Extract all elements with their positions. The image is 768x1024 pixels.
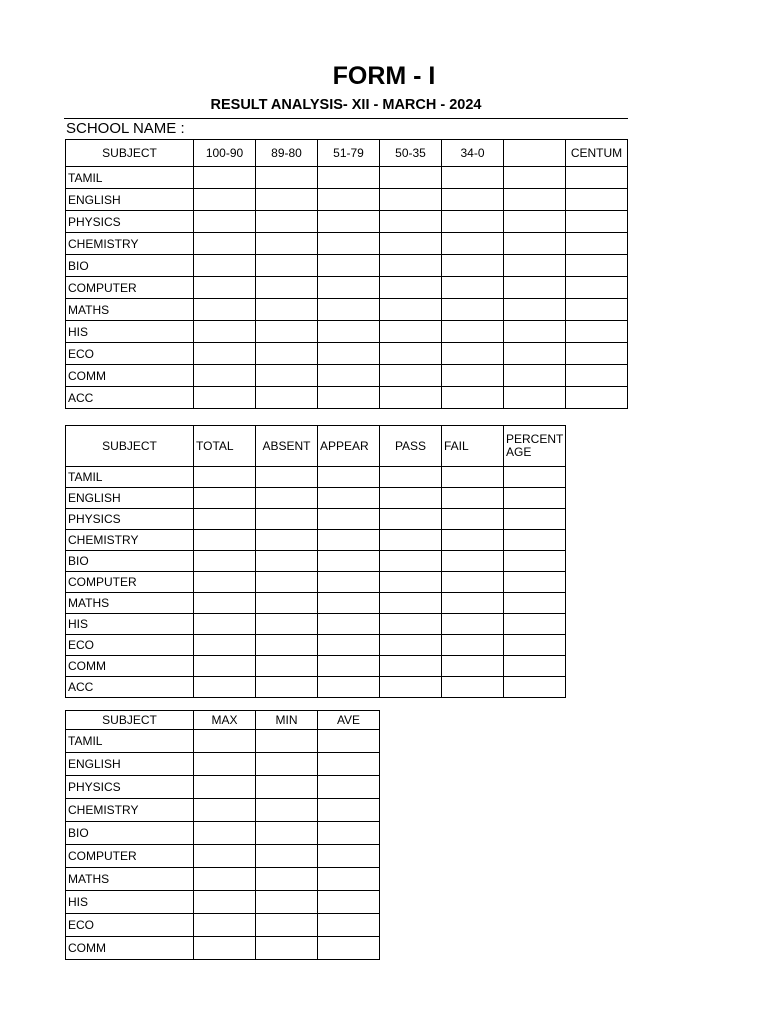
subject-cell: PHYSICS bbox=[66, 509, 194, 530]
empty-cell bbox=[380, 365, 442, 387]
column-header: 34-0 bbox=[442, 140, 504, 167]
empty-cell bbox=[442, 189, 504, 211]
empty-cell bbox=[504, 467, 566, 488]
empty-cell bbox=[256, 551, 318, 572]
subject-cell: BIO bbox=[66, 822, 194, 845]
table-row bbox=[66, 656, 566, 677]
empty-cell bbox=[442, 321, 504, 343]
empty-cell bbox=[194, 799, 256, 822]
column-header: PERCENT AGE bbox=[504, 426, 566, 467]
empty-cell bbox=[504, 167, 566, 189]
table-row bbox=[66, 868, 380, 891]
empty-cell bbox=[256, 868, 318, 891]
table-row bbox=[66, 530, 566, 551]
column-header: SUBJECT bbox=[66, 140, 194, 167]
subject-cell: ENGLISH bbox=[66, 189, 194, 211]
empty-cell bbox=[256, 635, 318, 656]
subject-cell: BIO bbox=[66, 255, 194, 277]
empty-cell bbox=[566, 299, 628, 321]
empty-cell bbox=[256, 753, 318, 776]
empty-cell bbox=[194, 233, 256, 255]
empty-cell bbox=[380, 467, 442, 488]
subject-cell: CHEMISTRY bbox=[66, 530, 194, 551]
empty-cell bbox=[566, 167, 628, 189]
empty-cell bbox=[194, 467, 256, 488]
empty-cell bbox=[256, 233, 318, 255]
table-row bbox=[66, 635, 566, 656]
table-row bbox=[66, 822, 380, 845]
column-header: MIN bbox=[256, 711, 318, 730]
empty-cell bbox=[380, 321, 442, 343]
empty-cell bbox=[566, 387, 628, 409]
subject-cell: COMM bbox=[66, 937, 194, 960]
empty-cell bbox=[194, 299, 256, 321]
empty-cell bbox=[256, 365, 318, 387]
empty-cell bbox=[318, 572, 380, 593]
empty-cell bbox=[504, 211, 566, 233]
table-row bbox=[66, 387, 628, 409]
empty-cell bbox=[380, 551, 442, 572]
empty-cell bbox=[318, 730, 380, 753]
table-row bbox=[66, 891, 380, 914]
subject-cell: MATHS bbox=[66, 299, 194, 321]
empty-cell bbox=[256, 677, 318, 698]
empty-cell bbox=[318, 233, 380, 255]
table-row bbox=[66, 914, 380, 937]
empty-cell bbox=[504, 593, 566, 614]
table-row bbox=[66, 730, 380, 753]
empty-cell bbox=[380, 167, 442, 189]
empty-cell bbox=[380, 488, 442, 509]
empty-cell bbox=[256, 845, 318, 868]
empty-cell bbox=[318, 845, 380, 868]
empty-cell bbox=[318, 551, 380, 572]
empty-cell bbox=[504, 277, 566, 299]
empty-cell bbox=[318, 321, 380, 343]
empty-cell bbox=[194, 868, 256, 891]
empty-cell bbox=[504, 387, 566, 409]
subject-cell: COMM bbox=[66, 656, 194, 677]
column-header: SUBJECT bbox=[66, 426, 194, 467]
empty-cell bbox=[256, 343, 318, 365]
empty-cell bbox=[256, 799, 318, 822]
empty-cell bbox=[256, 593, 318, 614]
empty-cell bbox=[194, 593, 256, 614]
empty-cell bbox=[318, 255, 380, 277]
empty-cell bbox=[194, 614, 256, 635]
empty-cell bbox=[442, 167, 504, 189]
page-title: FORM - I bbox=[332, 62, 436, 90]
empty-cell bbox=[504, 365, 566, 387]
empty-cell bbox=[194, 845, 256, 868]
column-header: 51-79 bbox=[318, 140, 380, 167]
subject-cell: ACC bbox=[66, 677, 194, 698]
empty-cell bbox=[318, 799, 380, 822]
empty-cell bbox=[318, 488, 380, 509]
column-header: AVE bbox=[318, 711, 380, 730]
empty-cell bbox=[194, 677, 256, 698]
empty-cell bbox=[380, 635, 442, 656]
empty-cell bbox=[442, 551, 504, 572]
empty-cell bbox=[194, 509, 256, 530]
subject-cell: ENGLISH bbox=[66, 753, 194, 776]
column-header: 100-90 bbox=[194, 140, 256, 167]
empty-cell bbox=[442, 530, 504, 551]
empty-cell bbox=[256, 321, 318, 343]
empty-cell bbox=[318, 593, 380, 614]
empty-cell bbox=[566, 255, 628, 277]
subject-cell: COMPUTER bbox=[66, 845, 194, 868]
table-row bbox=[66, 255, 628, 277]
empty-cell bbox=[256, 467, 318, 488]
empty-cell bbox=[256, 387, 318, 409]
empty-cell bbox=[318, 365, 380, 387]
empty-cell bbox=[194, 776, 256, 799]
table-row bbox=[66, 299, 628, 321]
empty-cell bbox=[566, 211, 628, 233]
empty-cell bbox=[380, 255, 442, 277]
table-row bbox=[66, 488, 566, 509]
empty-cell bbox=[442, 343, 504, 365]
subject-cell: PHYSICS bbox=[66, 776, 194, 799]
empty-cell bbox=[442, 277, 504, 299]
table-row bbox=[66, 614, 566, 635]
subject-cell: COMPUTER bbox=[66, 572, 194, 593]
page-subtitle: RESULT ANALYSIS- XII - MARCH - 2024 bbox=[210, 97, 482, 113]
empty-cell bbox=[380, 211, 442, 233]
table-row bbox=[66, 799, 380, 822]
empty-cell bbox=[194, 937, 256, 960]
school-name-label: SCHOOL NAME : bbox=[66, 120, 185, 137]
empty-cell bbox=[380, 572, 442, 593]
column-header: PASS bbox=[380, 426, 442, 467]
empty-cell bbox=[256, 255, 318, 277]
empty-cell bbox=[256, 509, 318, 530]
empty-cell bbox=[318, 776, 380, 799]
empty-cell bbox=[194, 635, 256, 656]
table-row bbox=[66, 211, 628, 233]
empty-cell bbox=[256, 730, 318, 753]
column-header: SUBJECT bbox=[66, 711, 194, 730]
empty-cell bbox=[566, 321, 628, 343]
empty-cell bbox=[566, 343, 628, 365]
empty-cell bbox=[380, 299, 442, 321]
empty-cell bbox=[194, 530, 256, 551]
empty-cell bbox=[380, 593, 442, 614]
empty-cell bbox=[442, 635, 504, 656]
empty-cell bbox=[318, 211, 380, 233]
empty-cell bbox=[194, 572, 256, 593]
empty-cell bbox=[318, 677, 380, 698]
empty-cell bbox=[504, 656, 566, 677]
table-row bbox=[66, 509, 566, 530]
table-row bbox=[66, 753, 380, 776]
empty-cell bbox=[318, 167, 380, 189]
empty-cell bbox=[318, 277, 380, 299]
empty-cell bbox=[504, 255, 566, 277]
subject-cell: HIS bbox=[66, 321, 194, 343]
subject-cell: ACC bbox=[66, 387, 194, 409]
empty-cell bbox=[380, 656, 442, 677]
empty-cell bbox=[442, 211, 504, 233]
empty-cell bbox=[318, 530, 380, 551]
subject-cell: CHEMISTRY bbox=[66, 233, 194, 255]
empty-cell bbox=[256, 189, 318, 211]
empty-cell bbox=[256, 211, 318, 233]
subject-cell: MATHS bbox=[66, 868, 194, 891]
empty-cell bbox=[504, 343, 566, 365]
table-row bbox=[66, 321, 628, 343]
empty-cell bbox=[380, 677, 442, 698]
empty-cell bbox=[504, 614, 566, 635]
empty-cell bbox=[194, 277, 256, 299]
empty-cell bbox=[256, 937, 318, 960]
table-header-row bbox=[66, 426, 566, 467]
empty-cell bbox=[256, 488, 318, 509]
empty-cell bbox=[256, 299, 318, 321]
subject-cell: CHEMISTRY bbox=[66, 799, 194, 822]
marks-statistics-table bbox=[65, 710, 380, 960]
empty-cell bbox=[504, 233, 566, 255]
empty-cell bbox=[194, 343, 256, 365]
empty-cell bbox=[194, 255, 256, 277]
column-header bbox=[504, 140, 566, 167]
column-header: TOTAL bbox=[194, 426, 256, 467]
column-header: 89-80 bbox=[256, 140, 318, 167]
empty-cell bbox=[318, 509, 380, 530]
empty-cell bbox=[194, 321, 256, 343]
empty-cell bbox=[318, 656, 380, 677]
empty-cell bbox=[442, 614, 504, 635]
subject-cell: HIS bbox=[66, 891, 194, 914]
empty-cell bbox=[318, 635, 380, 656]
empty-cell bbox=[194, 822, 256, 845]
empty-cell bbox=[380, 509, 442, 530]
table-row bbox=[66, 845, 380, 868]
empty-cell bbox=[566, 233, 628, 255]
table-header-row bbox=[66, 140, 628, 167]
empty-cell bbox=[380, 530, 442, 551]
subject-cell: HIS bbox=[66, 614, 194, 635]
empty-cell bbox=[318, 891, 380, 914]
table-row bbox=[66, 167, 628, 189]
table-row bbox=[66, 593, 566, 614]
subject-cell: PHYSICS bbox=[66, 211, 194, 233]
empty-cell bbox=[504, 299, 566, 321]
empty-cell bbox=[318, 189, 380, 211]
empty-cell bbox=[442, 656, 504, 677]
empty-cell bbox=[194, 551, 256, 572]
column-header: MAX bbox=[194, 711, 256, 730]
subject-cell: ECO bbox=[66, 635, 194, 656]
subject-cell: MATHS bbox=[66, 593, 194, 614]
empty-cell bbox=[380, 233, 442, 255]
empty-cell bbox=[194, 891, 256, 914]
empty-cell bbox=[566, 277, 628, 299]
grade-distribution-table bbox=[65, 139, 628, 409]
empty-cell bbox=[504, 321, 566, 343]
subject-cell: TAMIL bbox=[66, 167, 194, 189]
subject-cell: TAMIL bbox=[66, 467, 194, 488]
empty-cell bbox=[256, 167, 318, 189]
table-row bbox=[66, 776, 380, 799]
empty-cell bbox=[442, 467, 504, 488]
empty-cell bbox=[194, 167, 256, 189]
empty-cell bbox=[442, 387, 504, 409]
empty-cell bbox=[442, 593, 504, 614]
empty-cell bbox=[194, 365, 256, 387]
empty-cell bbox=[442, 677, 504, 698]
empty-cell bbox=[256, 572, 318, 593]
empty-cell bbox=[442, 255, 504, 277]
empty-cell bbox=[194, 914, 256, 937]
empty-cell bbox=[318, 343, 380, 365]
empty-cell bbox=[318, 937, 380, 960]
subject-cell: COMM bbox=[66, 365, 194, 387]
empty-cell bbox=[442, 365, 504, 387]
table-row bbox=[66, 189, 628, 211]
table-row bbox=[66, 467, 566, 488]
table-row bbox=[66, 551, 566, 572]
empty-cell bbox=[194, 656, 256, 677]
school-name-line bbox=[64, 118, 628, 138]
empty-cell bbox=[318, 299, 380, 321]
result-summary-table bbox=[65, 425, 566, 698]
empty-cell bbox=[380, 387, 442, 409]
empty-cell bbox=[504, 488, 566, 509]
empty-cell bbox=[442, 572, 504, 593]
table-row bbox=[66, 233, 628, 255]
empty-cell bbox=[504, 189, 566, 211]
empty-cell bbox=[380, 277, 442, 299]
empty-cell bbox=[318, 614, 380, 635]
empty-cell bbox=[194, 488, 256, 509]
empty-cell bbox=[194, 387, 256, 409]
empty-cell bbox=[442, 509, 504, 530]
empty-cell bbox=[566, 189, 628, 211]
subject-cell: ECO bbox=[66, 914, 194, 937]
table-row bbox=[66, 677, 566, 698]
empty-cell bbox=[256, 891, 318, 914]
empty-cell bbox=[256, 822, 318, 845]
empty-cell bbox=[504, 551, 566, 572]
empty-cell bbox=[380, 614, 442, 635]
empty-cell bbox=[504, 509, 566, 530]
empty-cell bbox=[442, 488, 504, 509]
empty-cell bbox=[318, 868, 380, 891]
empty-cell bbox=[504, 530, 566, 551]
empty-cell bbox=[194, 189, 256, 211]
table-row bbox=[66, 277, 628, 299]
empty-cell bbox=[442, 299, 504, 321]
table-header-row bbox=[66, 711, 380, 730]
subject-cell: COMPUTER bbox=[66, 277, 194, 299]
empty-cell bbox=[566, 365, 628, 387]
empty-cell bbox=[504, 572, 566, 593]
empty-cell bbox=[318, 467, 380, 488]
column-header: FAIL bbox=[442, 426, 504, 467]
empty-cell bbox=[504, 635, 566, 656]
empty-cell bbox=[256, 776, 318, 799]
empty-cell bbox=[318, 822, 380, 845]
empty-cell bbox=[256, 614, 318, 635]
empty-cell bbox=[380, 343, 442, 365]
empty-cell bbox=[380, 189, 442, 211]
table-row bbox=[66, 343, 628, 365]
subject-cell: TAMIL bbox=[66, 730, 194, 753]
empty-cell bbox=[194, 753, 256, 776]
empty-cell bbox=[256, 277, 318, 299]
empty-cell bbox=[256, 530, 318, 551]
table-row bbox=[66, 365, 628, 387]
empty-cell bbox=[504, 677, 566, 698]
table-row bbox=[66, 572, 566, 593]
empty-cell bbox=[194, 730, 256, 753]
column-header: CENTUM bbox=[566, 140, 628, 167]
empty-cell bbox=[442, 233, 504, 255]
column-header: APPEAR bbox=[318, 426, 380, 467]
subject-cell: ECO bbox=[66, 343, 194, 365]
subject-cell: BIO bbox=[66, 551, 194, 572]
empty-cell bbox=[256, 914, 318, 937]
empty-cell bbox=[318, 753, 380, 776]
column-header: 50-35 bbox=[380, 140, 442, 167]
column-header: ABSENT bbox=[256, 426, 318, 467]
table-row bbox=[66, 937, 380, 960]
empty-cell bbox=[318, 914, 380, 937]
empty-cell bbox=[318, 387, 380, 409]
empty-cell bbox=[194, 211, 256, 233]
subject-cell: ENGLISH bbox=[66, 488, 194, 509]
empty-cell bbox=[256, 656, 318, 677]
